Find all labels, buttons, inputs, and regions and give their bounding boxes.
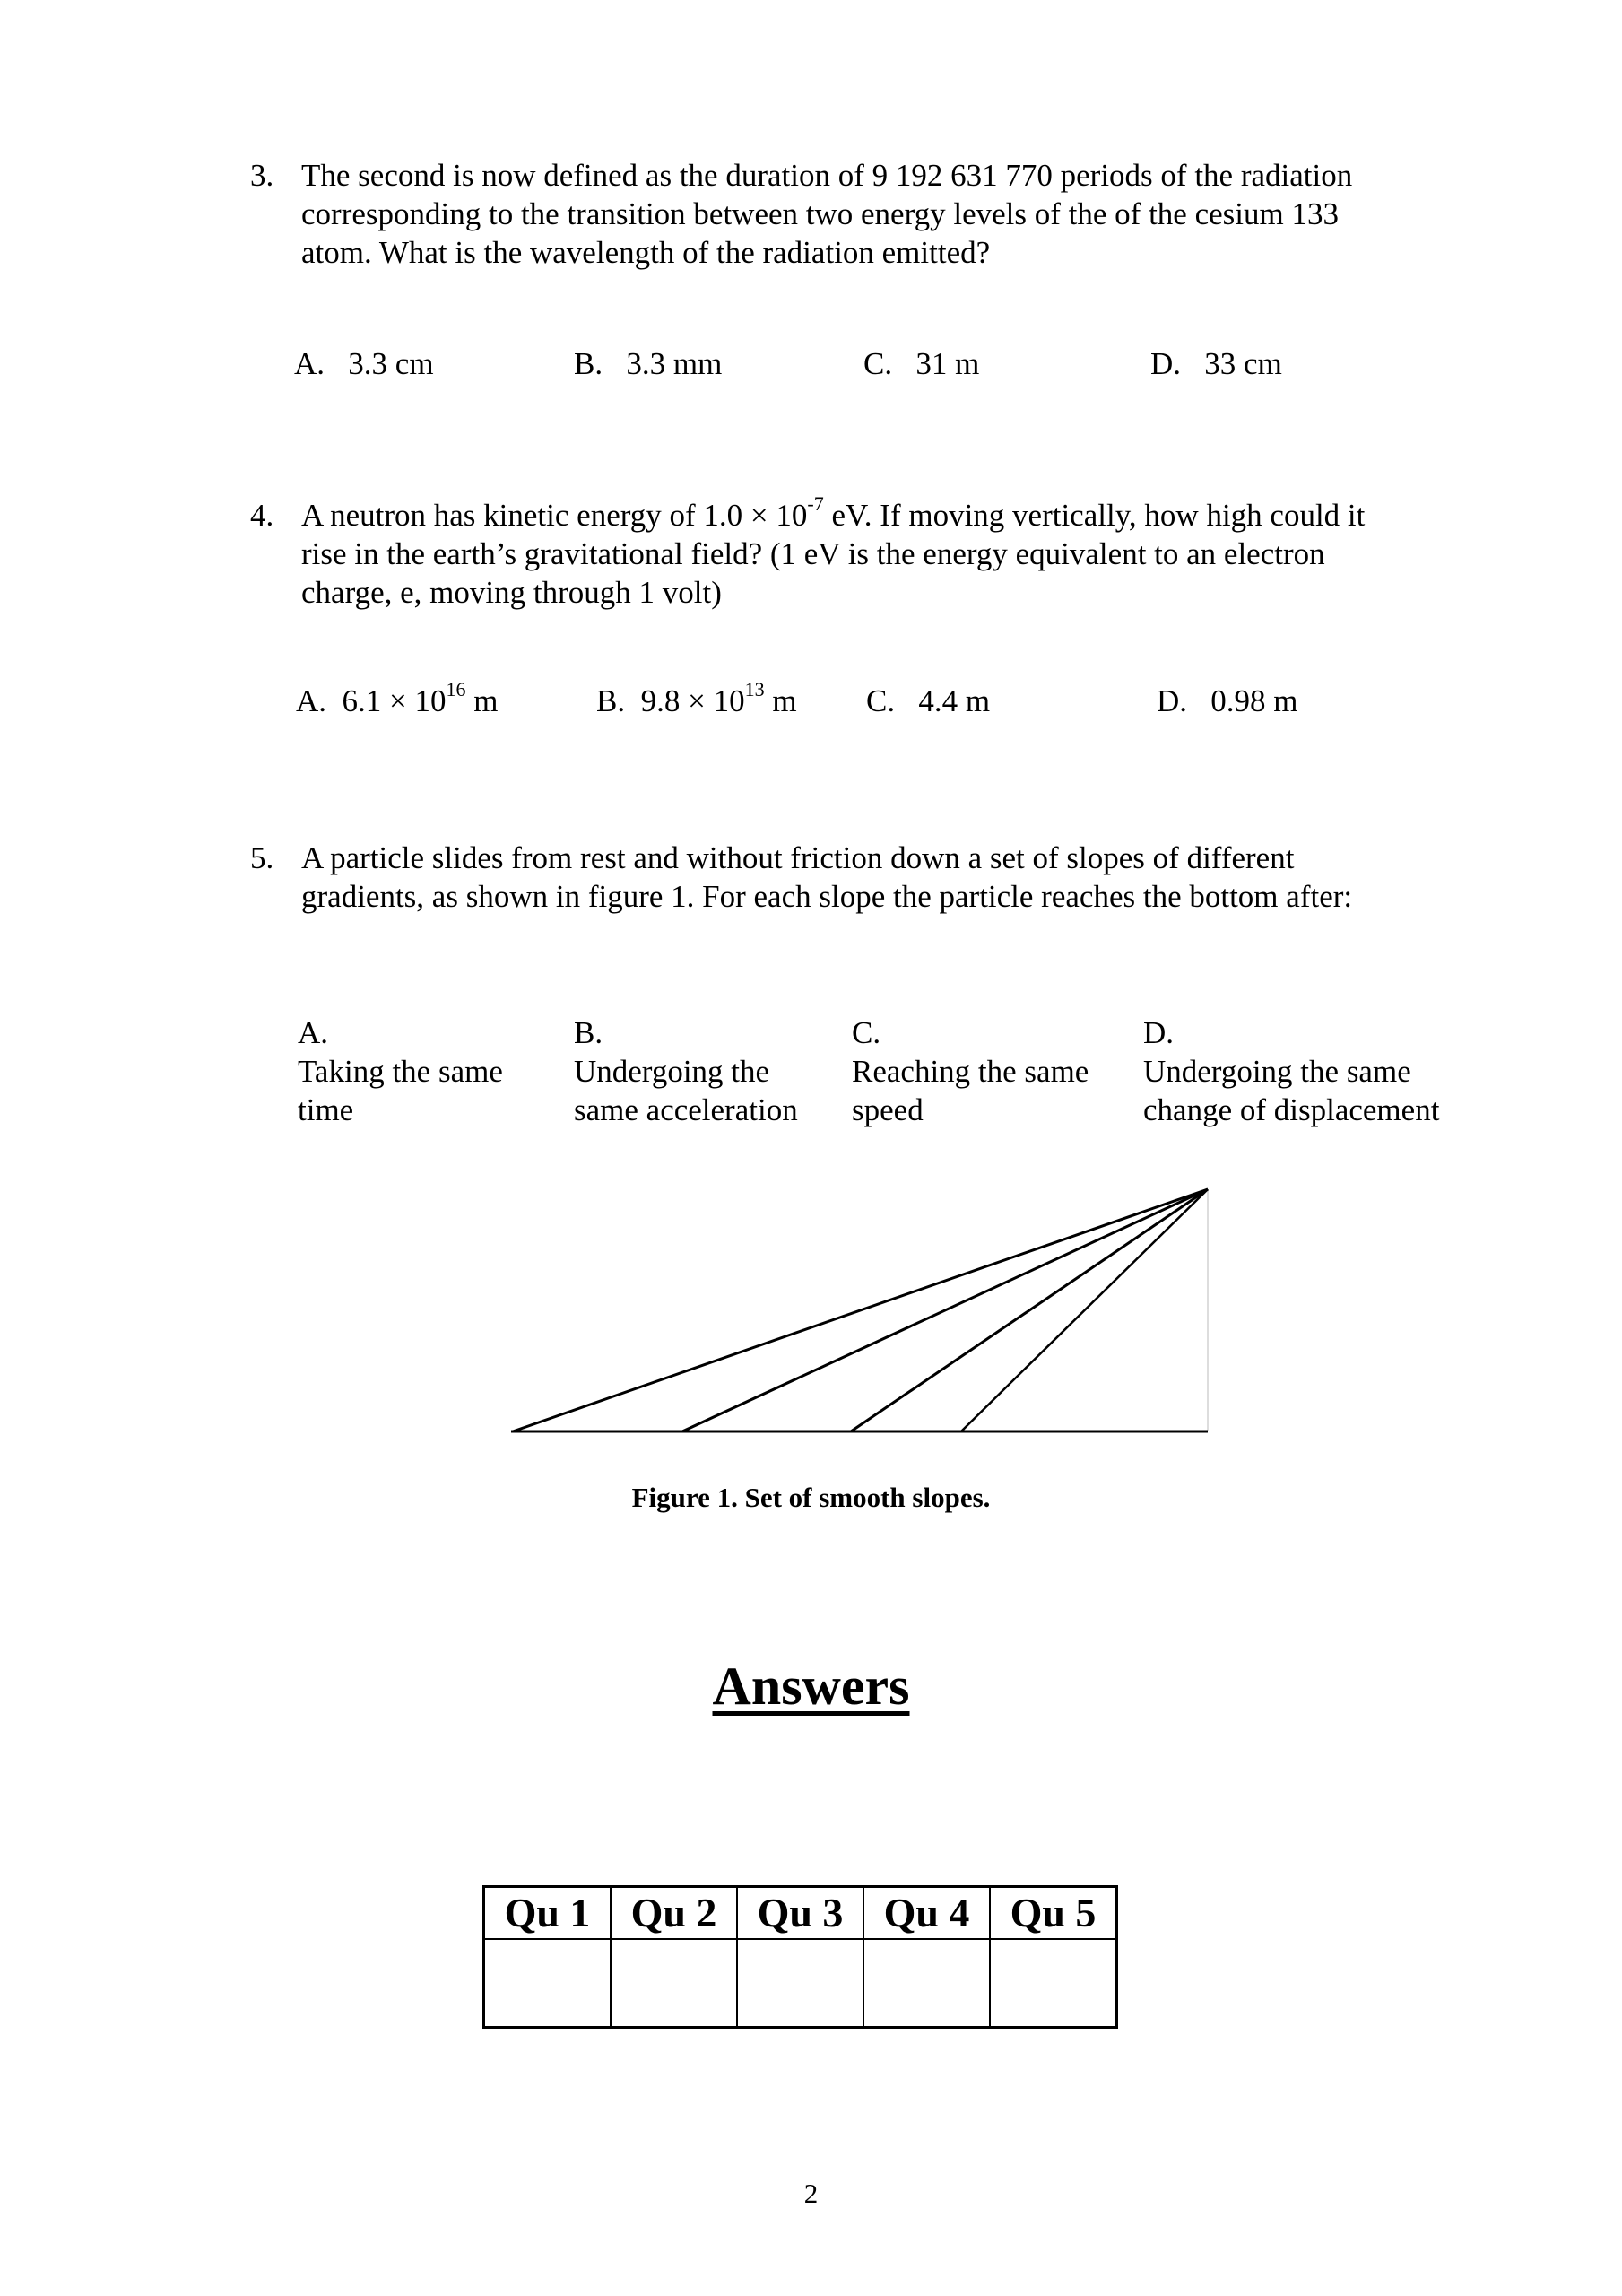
question-line: The second is now defined as the duration of 9 192 631 770 periods of the radiation (301, 158, 1353, 193)
answers-table (482, 1885, 1118, 2029)
figure-caption: Figure 1. Set of smooth slopes. (631, 1482, 991, 1513)
question-line: atom. What is the wavelength of the radiation emitted? (301, 235, 991, 270)
question-line: gradients, as shown in figure 1. For each slope the particle reaches the bottom after: (301, 879, 1353, 914)
answers-header-cell: Qu 2 (611, 1887, 737, 1940)
answer-cell-qu5[interactable] (990, 1939, 1117, 2028)
answer-cell-qu3[interactable] (737, 1939, 863, 2028)
option-letter: A. (294, 346, 325, 381)
exponent: -7 (807, 492, 824, 516)
option-base: 6.1 × 10 (342, 683, 447, 718)
answers-input-row (484, 1939, 1117, 2028)
option-text-line: same acceleration (574, 1092, 798, 1127)
question-number: 5. (250, 840, 274, 875)
text-segment: eV. If moving vertically, how high could it (823, 498, 1366, 533)
answers-header-row (484, 1887, 1117, 1940)
text-segment: A neutron has kinetic energy of 1.0 × 10 (301, 498, 808, 533)
option-letter: C. (852, 1015, 881, 1050)
answers-header-cell: Qu 3 (737, 1887, 863, 1940)
option-text: 3.3 mm (626, 346, 723, 381)
answers-heading-text: Answers (712, 1657, 910, 1716)
page-number: 2 (803, 2178, 819, 2209)
option-text-line: time (298, 1092, 354, 1127)
option-exponent: 16 (446, 678, 466, 701)
option-letter: A. (298, 1015, 329, 1050)
answers-heading (0, 1656, 1622, 1718)
answers-header-cell: Qu 1 (484, 1887, 612, 1940)
answers-header-cell: Qu 5 (990, 1887, 1117, 1940)
slope-line-4 (961, 1189, 1208, 1431)
option-text-line: change of displacement (1143, 1092, 1440, 1127)
answers-header-cell: Qu 4 (863, 1887, 990, 1940)
option-text: 3.3 cm (348, 346, 434, 381)
option-text-line: Undergoing the same (1143, 1054, 1411, 1089)
question-number: 3. (250, 158, 274, 193)
option-exponent: 13 (744, 678, 765, 701)
option-letter: B. (574, 1015, 603, 1050)
option-letter: A. (296, 683, 327, 718)
option-letter: B. (574, 346, 603, 381)
slope-line-1 (513, 1189, 1208, 1431)
option-base: 9.8 × 10 (640, 683, 745, 718)
option-letter: B. (596, 683, 626, 718)
option-text-line: Undergoing the (574, 1054, 770, 1089)
question-number: 4. (250, 498, 274, 533)
answer-cell-qu1[interactable] (484, 1939, 612, 2028)
option-text: 0.98 m (1210, 683, 1298, 718)
option-letter: C. (866, 683, 896, 718)
option-letter: C. (863, 346, 893, 381)
answer-cell-qu4[interactable] (863, 1939, 990, 2028)
slope-line-2 (682, 1189, 1208, 1431)
option-text: 4.4 m (918, 683, 991, 718)
option-text-line: Taking the same (298, 1054, 503, 1089)
question-line: charge, e, moving through 1 volt) (301, 575, 722, 610)
question-line: corresponding to the transition between two energy levels of the of the cesium 133 (301, 196, 1339, 231)
option-text-line: Reaching the same (852, 1054, 1089, 1089)
option-letter: D. (1157, 683, 1188, 718)
question-line: rise in the earth’s gravitational field? (1 eV is the energy equivalent to an electron (301, 536, 1325, 571)
option-text: 31 m (915, 346, 980, 381)
option-text-line: speed (852, 1092, 924, 1127)
option-letter: D. (1143, 1015, 1175, 1050)
option-text: 33 cm (1204, 346, 1282, 381)
option-unit: m (465, 683, 499, 718)
slope-line-3 (851, 1189, 1208, 1431)
question-line: A particle slides from rest and without friction down a set of slopes of different (301, 840, 1295, 875)
option-letter: D. (1150, 346, 1182, 381)
answer-cell-qu2[interactable] (611, 1939, 737, 2028)
option-unit: m (764, 683, 797, 718)
